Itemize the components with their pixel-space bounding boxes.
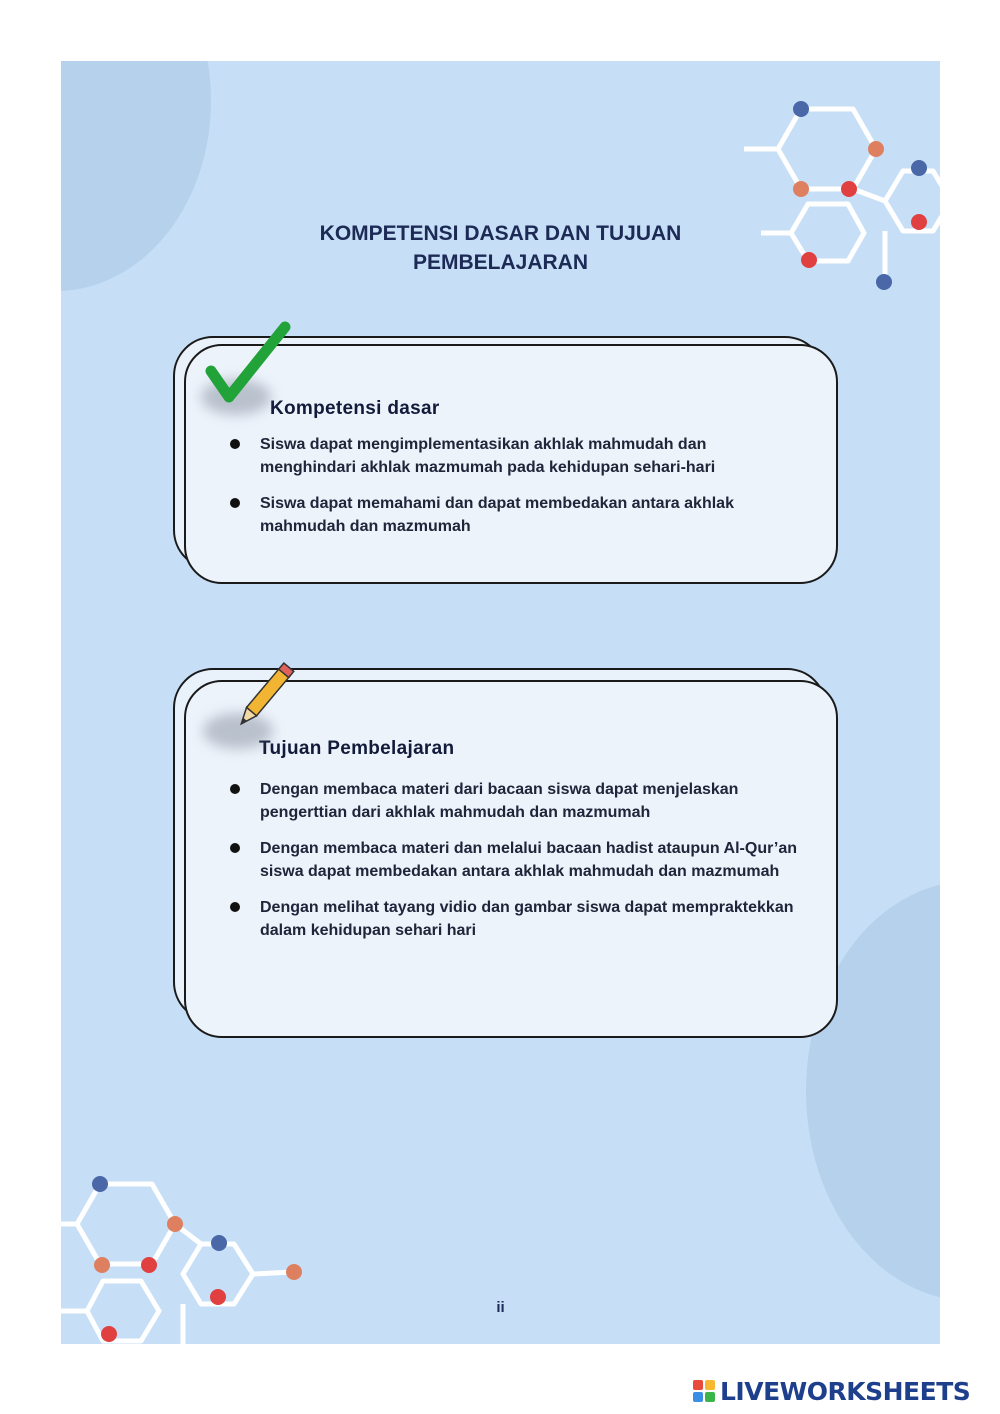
molecule-dot — [211, 1235, 227, 1251]
document-page — [61, 61, 940, 1344]
list-item — [260, 837, 820, 883]
page-title — [61, 219, 940, 277]
list-item-text: Dengan membaca materi dan melalui bacaan hadist ataupun Al-Qur’an siswa dapat membedakan antara akhlak mahmudah dan mazmumah — [260, 840, 798, 880]
list-item — [260, 896, 820, 942]
molecule-decoration-top-right — [61, 61, 940, 321]
page-title-line-2: PEMBELAJARAN — [412, 251, 588, 274]
list-item-text: Siswa dapat mengimplementasikan akhlak mahmudah dan menghindari akhlak mazmumah pada kehidupan sehari-hari — [260, 436, 716, 476]
list-item-text: Dengan melihat tayang vidio dan gambar siswa dapat mempraktekkan dalam kehidupan sehari hari — [260, 899, 794, 939]
liveworksheets-logo[interactable] — [693, 1374, 970, 1408]
bullet-icon — [230, 843, 240, 853]
brand-text: LIVEWORKSHEETS — [720, 1376, 971, 1406]
molecule-dot — [167, 1216, 183, 1232]
list-item — [260, 433, 800, 479]
kompetensi-heading: Kompetensi dasar — [270, 398, 440, 419]
molecule-dot — [841, 181, 857, 197]
tujuan-heading: Tujuan Pembelajaran — [259, 738, 455, 759]
bullet-icon — [230, 784, 240, 794]
list-item-text: Siswa dapat memahami dan dapat membedakan antara akhlak mahmudah dan mazmumah — [260, 495, 734, 535]
molecule-dot — [101, 1326, 117, 1342]
checkmark-icon — [203, 321, 293, 411]
pencil-icon — [229, 656, 299, 736]
page-title-line-1: KOMPETENSI DASAR DAN TUJUAN — [319, 222, 682, 245]
molecule-dot — [911, 160, 927, 176]
bullet-icon — [230, 498, 240, 508]
molecule-dot — [286, 1264, 302, 1280]
page-number: ii — [496, 1299, 505, 1316]
bullet-icon — [230, 439, 240, 449]
list-item — [260, 492, 800, 538]
molecule-dot — [793, 101, 809, 117]
list-item-text: Dengan membaca materi dari bacaan siswa dapat menjelaskan pengerttian dari akhlak mahmudah dan mazmumah — [260, 781, 739, 821]
molecule-dot — [141, 1257, 157, 1273]
kompetensi-list — [260, 433, 800, 551]
bullet-icon — [230, 902, 240, 912]
molecule-dot — [94, 1257, 110, 1273]
molecule-dot — [793, 181, 809, 197]
molecule-dot — [868, 141, 884, 157]
tujuan-list — [260, 778, 820, 955]
molecule-dot — [92, 1176, 108, 1192]
logo-grid-icon — [693, 1380, 715, 1402]
list-item — [260, 778, 820, 824]
